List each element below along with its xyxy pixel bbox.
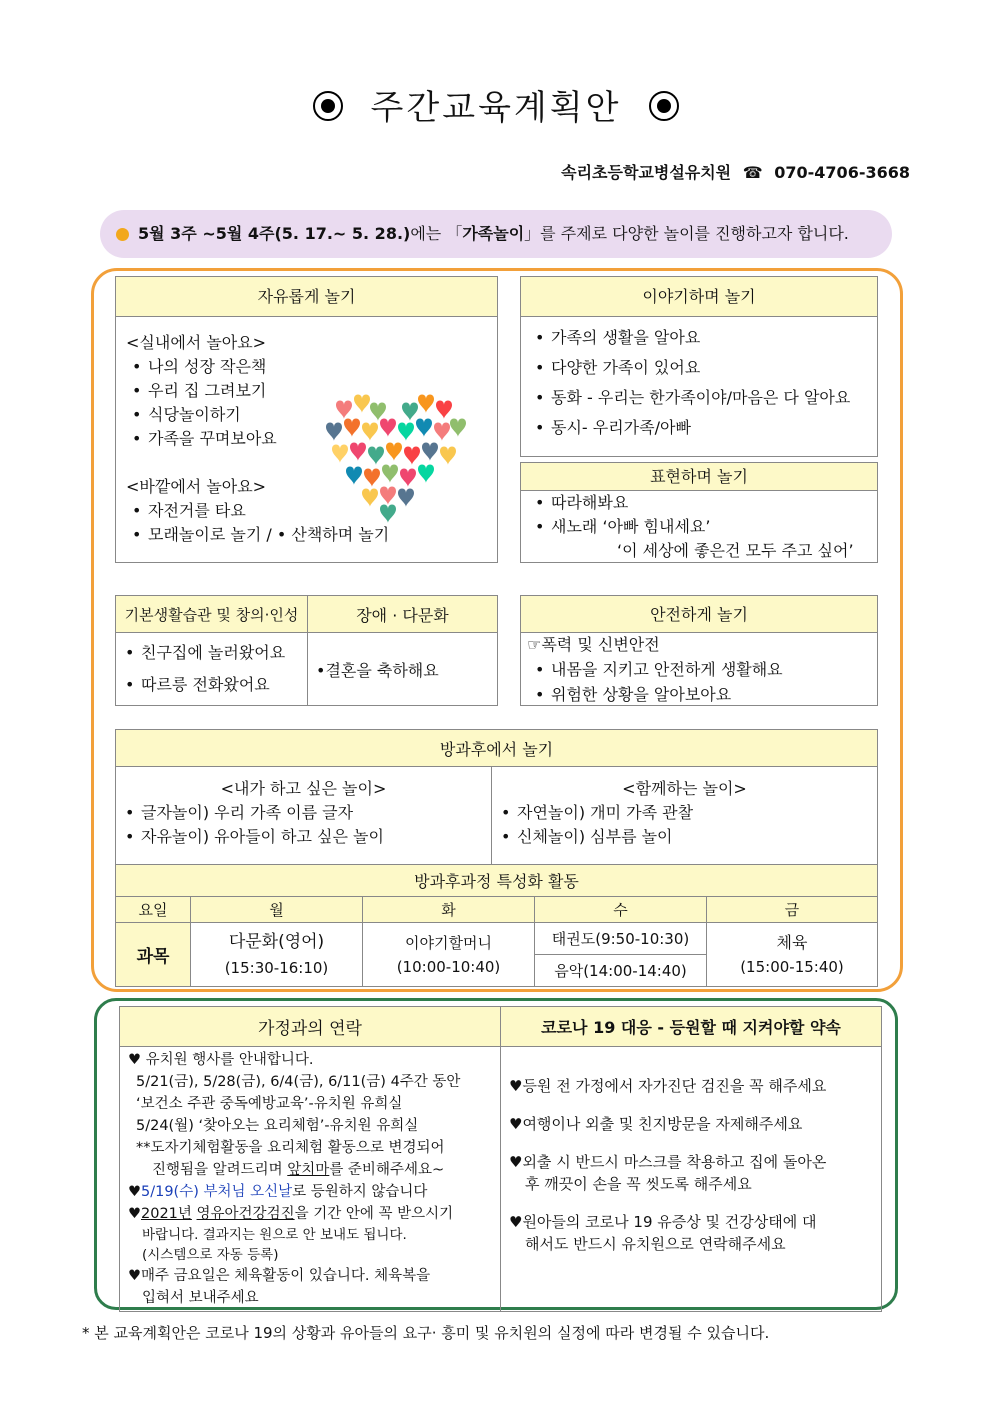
express-play-header: 표현하며 놀기 [521, 463, 877, 491]
notice-table [119, 1006, 882, 1312]
list-item: • 친구집에 놀러왔어요 [119, 637, 306, 669]
corona-item: ♥외출 시 반드시 마스크를 착용하고 집에 돌아온 [509, 1153, 827, 1171]
tue-time: (10:00-10:40) [396, 957, 501, 976]
special-header: 방과후과정 특성화 활동 [116, 865, 878, 897]
song-continuation: ‘이 세상에 좋은건 모두 주고 싶어’ [617, 541, 854, 560]
event-line: 5/24(월) ‘찾아오는 요리체험’-유치원 유희실 [136, 1118, 419, 1134]
apron-text: 앞치마 [287, 1162, 330, 1178]
corona-item: ♥등원 전 가정에서 자가진단 검진을 꼭 해주세요 [509, 1077, 827, 1095]
tue-subject: 이야기할머니 [405, 933, 492, 952]
after-school-header: 방과후에서 놀기 [116, 730, 878, 767]
corona-item: ♥여행이나 외출 및 친지방문을 자제해주세요 [509, 1115, 803, 1133]
holiday-date: 5/19(수) 부처님 오신날 [141, 1184, 293, 1200]
habits-header: 기본생활습관 및 창의·인성 [116, 596, 308, 633]
heart-collage-icon [326, 393, 466, 523]
holiday-text: 로 등원하지 않습니다 [292, 1184, 428, 1200]
home-header: 가정과의 연락 [120, 1007, 501, 1047]
apron-post: 를 준비해주세요~ [329, 1162, 445, 1178]
list-item: • 내몸을 지키고 안전하게 생활해요 [529, 657, 877, 682]
fisheye-bullet-icon [313, 91, 343, 121]
school-name: 속리초등학교병설유치원 [561, 163, 732, 182]
banner-period: 5월 3주 ~5월 4주 [138, 224, 275, 243]
banner-dates: (5. 17.~ 5. 28.) [274, 224, 411, 243]
list-item: • 새노래 ‘아빠 힘내세요’ [529, 515, 877, 539]
event-line: **도자기체험활동을 요리체험 활동으로 변경되어 [136, 1140, 445, 1156]
list-item: • 따르릉 전화왔어요 [119, 669, 306, 701]
heart-icon: ♥ [128, 1052, 141, 1068]
list-item: • 따라해봐요 [529, 491, 877, 515]
mon-subject: 다문화(영어) [228, 931, 325, 952]
wed-subject-1: 태권도(9:50-10:30) [535, 923, 707, 955]
apron-pre: 진행됨을 알려드리며 [152, 1162, 288, 1178]
corona-item-cont: 후 깨끗이 손을 꼭 씻도록 해주세요 [525, 1175, 752, 1193]
safety-header: 안전하게 놀기 [521, 596, 877, 633]
school-phone: 070-4706-3668 [774, 163, 910, 182]
checkup-line-2: 바랍니다. 결과지는 원으로 안 보내도 됩니다. [142, 1227, 407, 1243]
special-activity-table [115, 864, 878, 987]
fri-time: (15:00-15:40) [740, 957, 844, 976]
list-item: • 가족의 생활을 알아요 [529, 323, 877, 353]
express-play-box [520, 462, 878, 563]
heart-icon: ♥ [128, 1206, 141, 1222]
phone-icon: ☎ [742, 163, 763, 182]
pe-line-2: 입혀서 보내주세요 [142, 1290, 259, 1306]
list-item: • 자전거를 타요 [126, 499, 497, 523]
subject-label: 과목 [116, 923, 191, 987]
banner-text-post: 」를 주제로 다양한 놀이를 진행하고자 합니다. [524, 224, 849, 243]
multicultural-item: •결혼을 축하해요 [308, 633, 498, 706]
theme-banner [100, 210, 892, 258]
list-item: • 식당놀이하기 [126, 403, 497, 427]
corona-item-cont: 해서도 반드시 유치원으로 연락해주세요 [525, 1235, 786, 1253]
after-school-table [115, 729, 878, 865]
story-play-box [520, 276, 878, 457]
wed-subject-2: 음악(14:00-14:40) [535, 955, 707, 987]
indoor-title: <실내에서 놀아요> [126, 333, 267, 352]
outdoor-title: <바깥에서 놀아요> [126, 477, 267, 496]
checkup-name: 영유아건강검진 [196, 1206, 295, 1222]
list-item: • 우리 집 그려보기 [126, 379, 497, 403]
list-item: • 글자놀이) 우리 가족 이름 글자 [119, 801, 490, 825]
heart-icon: ♥ [128, 1184, 141, 1200]
multicultural-header: 장애 · 다문화 [308, 596, 498, 633]
footnote: * 본 교육계획안은 코로나 19의 상황과 유아들의 요구· 흥미 및 유치원의 실정에 따라 변경될 수 있습니다. [82, 1324, 770, 1342]
checkup-year: 2021년 [141, 1206, 192, 1222]
day-mon: 월 [191, 897, 363, 923]
banner-text-pre: 에는 「 [410, 224, 463, 243]
banner-theme: 가족놀이 [462, 224, 525, 243]
fisheye-bullet-icon [649, 91, 679, 121]
habits-table [115, 595, 498, 706]
list-item: • 가족을 꾸며보아요 [126, 427, 497, 451]
list-item: • 동화 - 우리는 한가족이야/마음은 다 알아요 [529, 383, 877, 413]
page-title [0, 80, 992, 129]
list-item: • 위험한 상황을 알아보아요 [529, 682, 877, 707]
school-info [561, 160, 910, 183]
list-item: • 자유놀이) 유아들이 하고 싶은 놀이 [119, 825, 490, 849]
fri-subject: 체육 [776, 932, 808, 952]
safety-box [520, 595, 878, 706]
day-fri: 금 [707, 897, 878, 923]
dot-icon [116, 228, 129, 241]
free-play-box [115, 276, 498, 563]
corona-cell [501, 1047, 882, 1312]
list-item: • 동시- 우리가족/아빠 [529, 413, 877, 443]
corona-item: ♥원아들의 코로나 19 유증상 및 건강상태에 대 [509, 1213, 817, 1231]
list-item: • 모래놀이로 놀기 / • 산책하며 놀기 [126, 523, 497, 547]
corona-header: 코로나 19 대응 - 등원할 때 지켜야할 약속 [501, 1007, 882, 1047]
day-tue: 화 [363, 897, 535, 923]
pe-line-1: ♥매주 금요일은 체육활동이 있습니다. 체육복을 [128, 1268, 431, 1284]
left-play-title: <내가 하고 싶은 놀이> [220, 779, 387, 798]
mon-time: (15:30-16:10) [224, 958, 329, 977]
checkup-text: 을 기간 안에 꼭 받으시기 [294, 1206, 454, 1222]
right-play-title: <함께하는 놀이> [622, 779, 747, 798]
day-wed: 수 [535, 897, 707, 923]
list-item: • 나의 성장 작은책 [126, 355, 497, 379]
story-play-header: 이야기하며 놀기 [521, 277, 877, 317]
day-label: 요일 [116, 897, 191, 923]
event-title: 유치원 행사를 안내합니다. [145, 1052, 314, 1068]
home-contact-cell [120, 1047, 501, 1312]
list-item: • 다양한 가족이 있어요 [529, 353, 877, 383]
event-line: 5/21(금), 5/28(금), 6/4(금), 6/11(금) 4주간 동안 [136, 1074, 461, 1090]
safety-subtitle: ☞폭력 및 신변안전 [527, 635, 660, 654]
list-item: • 신체놀이) 심부름 놀이 [495, 825, 876, 849]
free-play-header: 자유롭게 놀기 [116, 277, 497, 317]
checkup-line-3: (시스템으로 자동 등록) [142, 1247, 279, 1263]
title-text: 주간교육계획안 [370, 88, 622, 128]
list-item: • 자연놀이) 개미 가족 관찰 [495, 801, 876, 825]
event-line: ‘보건소 주관 중독예방교육’-유치원 유희실 [136, 1096, 403, 1112]
